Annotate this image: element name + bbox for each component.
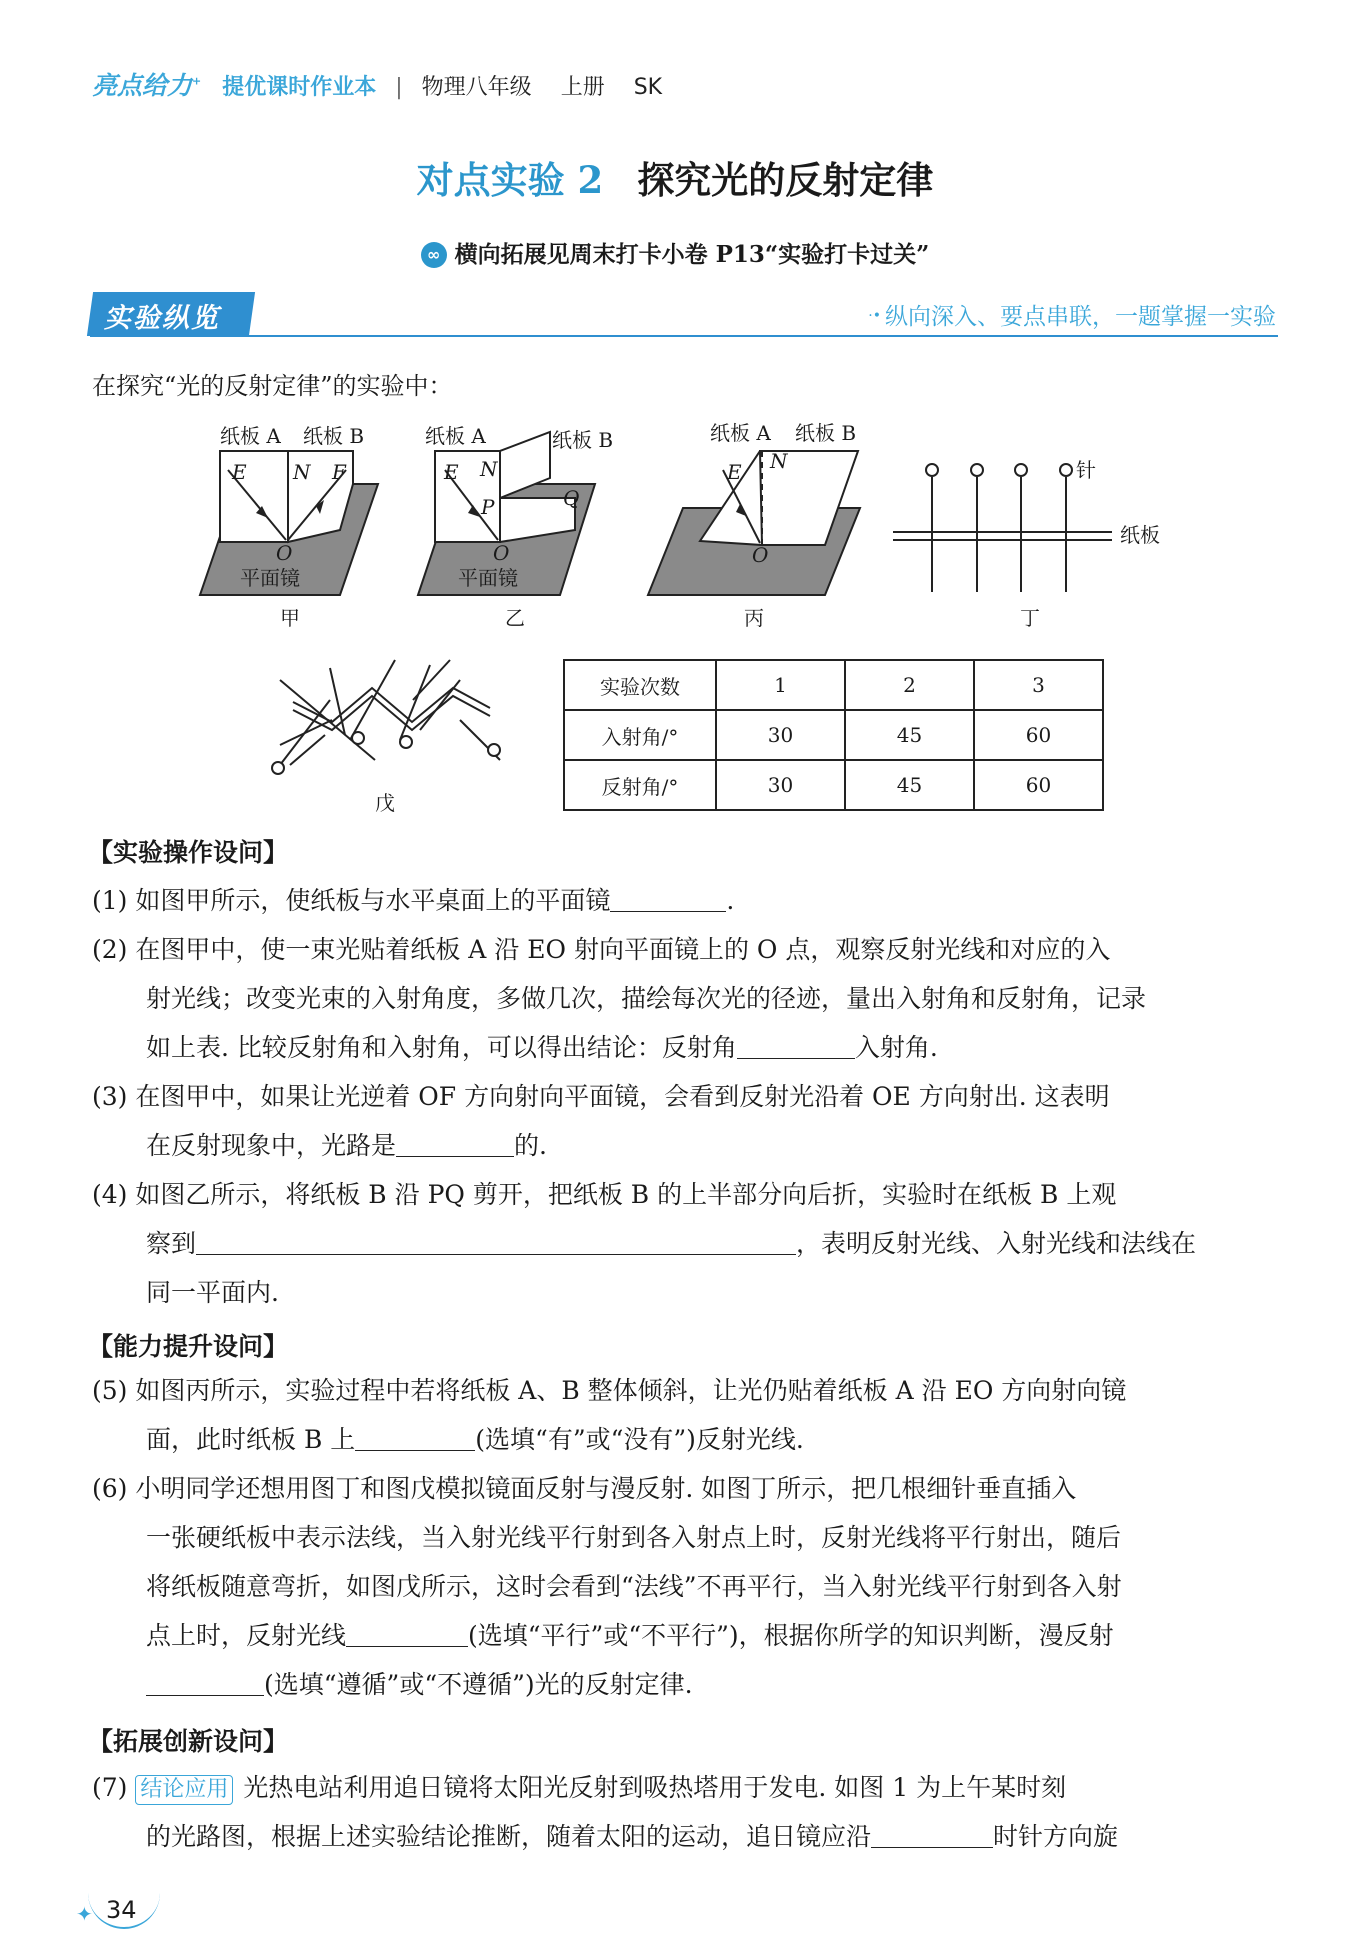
star-icon: ✦ (76, 1902, 93, 1926)
brand-logo: 亮点给力+ (92, 71, 202, 100)
table-cell: 60 (974, 760, 1103, 810)
question-3-line-2: 在反射现象中，光路是 的. (146, 1131, 547, 1160)
question-2-line-3: 如上表. 比较反射角和入射角，可以得出结论：反射角 入射角. (146, 1033, 938, 1062)
yi-p: P (481, 495, 495, 519)
question-2-line-1: (2) 在图甲中，使一束光贴着纸板 A 沿 EO 射向平面镜上的 O 点，观察反射光线和对应的入 (92, 935, 1111, 964)
answer-blank-2[interactable] (737, 1034, 855, 1059)
intro-text: 在探究“光的反射定律”的实验中： (92, 372, 453, 400)
bing-board-a: 纸板 A (710, 421, 771, 445)
yi-board-a: 纸板 A (425, 424, 486, 448)
question-6-line-4: 点上时，反射光线 (选填“平行”或“不平行”)，根据你所学的知识判断，漫反射 (146, 1621, 1114, 1650)
jia-board-a: 纸板 A (220, 424, 281, 448)
slogan: ·• 纵向深入、要点串联，一题掌握一实验 (868, 304, 1276, 330)
jia-f: F (332, 460, 346, 484)
question-4-line-1: (4) 如图乙所示，将纸板 B 沿 PQ 剪开，把纸板 B 的上半部分向后折，实验时在纸板 B 上观 (92, 1180, 1117, 1209)
figure-bing (648, 451, 860, 595)
answer-blank-6a[interactable] (346, 1622, 468, 1647)
yi-mirror: 平面镜 (458, 566, 518, 590)
section-heading-operation: 【实验操作设问】 (88, 838, 289, 867)
conclusion-application-tag: 结论应用 (135, 1775, 233, 1805)
question-5-line-1: (5) 如图丙所示，实验过程中若将纸板 A、B 整体倾斜，让光仍贴着纸板 A 沿 EO 方向射向镜 (92, 1376, 1127, 1405)
ding-board: 纸板 (1120, 523, 1160, 547)
yi-q: Q (563, 486, 580, 510)
table-cell: 30 (716, 760, 845, 810)
section-heading-extension: 【拓展创新设问】 (88, 1727, 289, 1756)
table-header-cell: 3 (974, 660, 1103, 710)
table-row (564, 710, 1103, 760)
caption-jia: 甲 (280, 606, 300, 630)
jia-n: N (293, 460, 311, 484)
yi-board-b: 纸板 B (552, 428, 614, 452)
table-cell: 45 (845, 710, 974, 760)
extend-note: ∞ 横向拓展见周末打卡小卷 P13“实验打卡过关” (0, 236, 1350, 269)
question-4-line-3: 同一平面内. (146, 1278, 279, 1307)
ding-needle: 针 (1076, 458, 1096, 482)
answer-blank-1[interactable] (610, 887, 726, 912)
question-6-line-3: 将纸板随意弯折，如图戊所示，这时会看到“法线”不再平行，当入射光线平行射到各入射 (146, 1572, 1122, 1601)
bing-e: E (727, 460, 742, 484)
yi-n: N (480, 457, 498, 481)
subject-grade: 物理八年级 (421, 75, 532, 100)
title-text: 探究光的反射定律 (637, 158, 934, 202)
table-cell: 反射角/° (564, 760, 716, 810)
jia-o: O (276, 541, 293, 565)
question-5-line-2: 面，此时纸板 B 上 (选填“有”或“没有”)反射光线. (146, 1425, 804, 1454)
section-heading-ability: 【能力提升设问】 (88, 1332, 289, 1361)
answer-blank-6b[interactable] (146, 1671, 264, 1696)
series-name: 提优课时作业本 (222, 75, 377, 100)
answer-blank-7[interactable] (871, 1823, 993, 1848)
table-row (564, 760, 1103, 810)
title-label: 对点实验 2 (416, 158, 604, 202)
table-cell: 45 (845, 760, 974, 810)
question-7-line-1: (7) 结论应用 光热电站利用追日镜将太阳光反射到吸热塔用于发电. 如图 1 为上午某时刻 (92, 1763, 1066, 1812)
question-4-line-2: 察到 ，表明反射光线、入射光线和法线在 (146, 1229, 1197, 1258)
caption-yi: 乙 (505, 606, 525, 630)
jia-board-b: 纸板 B (303, 424, 365, 448)
question-2-line-2: 射光线；改变光束的入射角度，多做几次，描绘每次光的径迹，量出入射角和反射角，记录 (146, 984, 1147, 1013)
data-table (563, 659, 1104, 811)
table-cell: 60 (974, 710, 1103, 760)
jia-mirror: 平面镜 (240, 566, 300, 590)
answer-blank-3[interactable] (396, 1132, 514, 1157)
page-number: 34 (106, 1896, 137, 1924)
link-icon: ∞ (421, 242, 447, 268)
caption-wu: 戊 (375, 791, 395, 815)
bing-board-b: 纸板 B (795, 421, 857, 445)
question-6-line-2: 一张硬纸板中表示法线，当入射光线平行射到各入射点上时，反射光线将平行射出，随后 (146, 1523, 1122, 1552)
table-cell: 入射角/° (564, 710, 716, 760)
table-header-cell: 2 (845, 660, 974, 710)
jia-e: E (232, 460, 247, 484)
caption-bing: 丙 (744, 606, 764, 630)
answer-blank-5[interactable] (355, 1426, 475, 1451)
section-banner: 实验纵览 (104, 303, 220, 334)
question-3-line-1: (3) 在图甲中，如果让光逆着 OF 方向射向平面镜，会看到反射光沿着 OE 方向射出. 这表明 (92, 1082, 1110, 1111)
table-header-cell: 1 (716, 660, 845, 710)
bing-n: N (770, 449, 788, 473)
bing-o: O (752, 543, 769, 567)
figure-wu (272, 660, 500, 774)
question-6-line-5: (选填“遵循”或“不遵循”)光的反射定律. (146, 1660, 693, 1709)
answer-blank-4[interactable] (196, 1230, 796, 1255)
yi-e: E (444, 460, 459, 484)
header-separator: | (395, 75, 403, 100)
yi-o: O (493, 541, 510, 565)
figure-ding (893, 464, 1112, 592)
question-6-line-1: (6) 小明同学还想用图丁和图戊模拟镜面反射与漫反射. 如图丁所示，把几根细针垂直插入 (92, 1474, 1077, 1503)
edition: SK (633, 75, 663, 100)
table-cell: 30 (716, 710, 845, 760)
question-7-line-2: 的光路图，根据上述实验结论推断，随着太阳的运动，追日镜应沿 时针方向旋 (146, 1822, 1119, 1851)
question-1: (1) 如图甲所示，使纸板与水平桌面上的平面镜 . (92, 886, 735, 915)
table-header-cell: 实验次数 (564, 660, 716, 710)
caption-ding: 丁 (1020, 606, 1040, 630)
table-row (564, 660, 1103, 710)
volume: 上册 (560, 75, 605, 100)
